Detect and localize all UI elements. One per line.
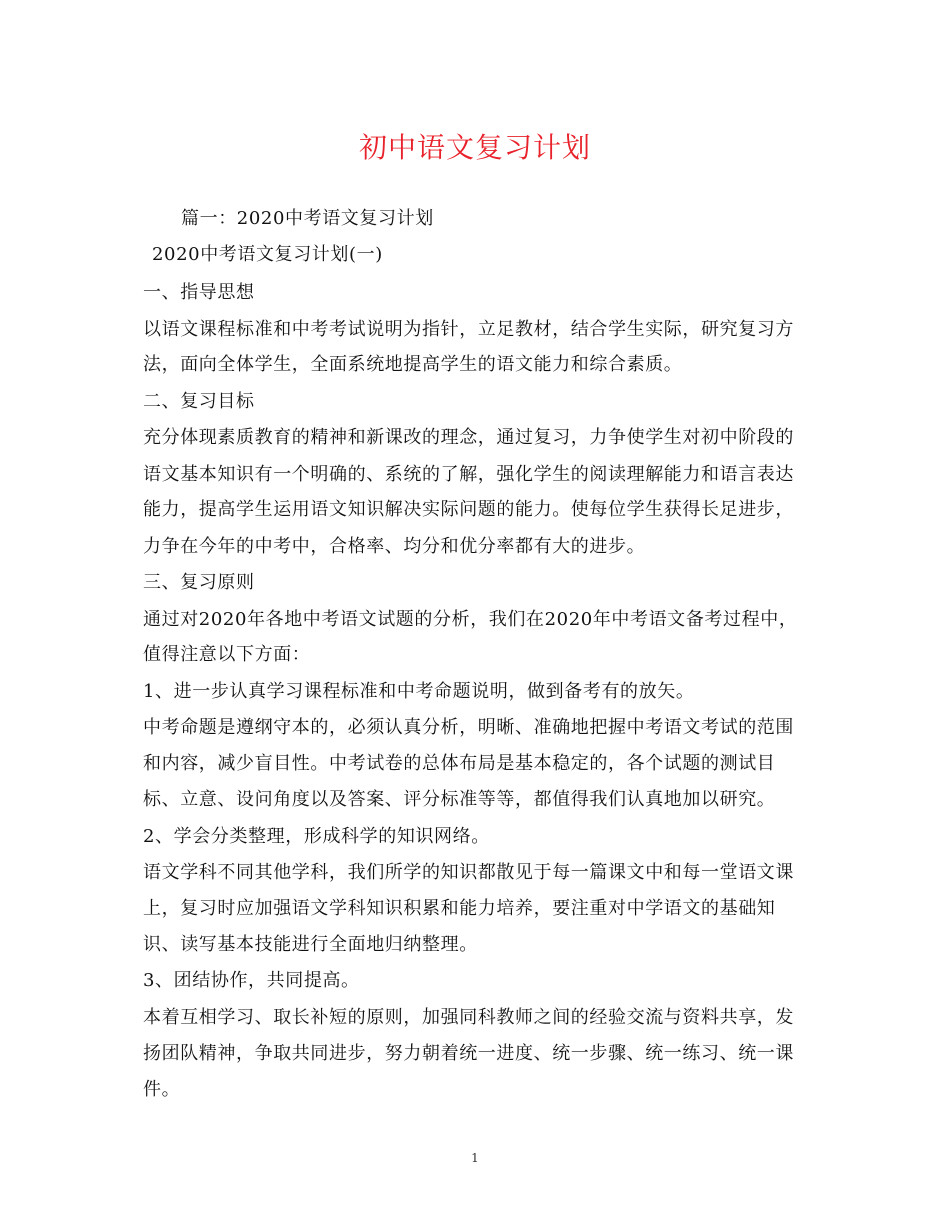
document-title: 初中语文复习计划 xyxy=(358,131,591,164)
body-line: 扬团队精神，争取共同进步，努力朝着统一进度、统一步骤、统一练习、统一课 xyxy=(143,1043,794,1064)
subheading-line: 1、进一步认真学习课程标准和中考命题说明，做到备考有的放矢。 xyxy=(143,681,695,702)
body-line: 法，面向全体学生，全面系统地提高学生的语文能力和综合素质。 xyxy=(143,354,683,375)
section-heading: 二、复习目标 xyxy=(143,391,255,412)
body-line: 件。 xyxy=(143,1079,181,1100)
body-line: 中考命题是遵纲守本的，必须认真分析，明晰、准确地把握中考语文考试的范围 xyxy=(143,717,794,738)
subheading-line: 2、学会分类整理，形成科学的知识网络。 xyxy=(143,826,490,847)
body-line: 识、读写基本技能进行全面地归纳整理。 xyxy=(143,934,478,955)
section-heading: 一、指导思想 xyxy=(143,282,255,303)
body-line: 篇一：2020中考语文复习计划 xyxy=(181,208,434,229)
body-line: 通过对2020年各地中考语文试题的分析，我们在2020年中考语文备考过程中， xyxy=(143,609,798,630)
section-heading: 三、复习原则 xyxy=(143,572,255,593)
body-line: 上，复习时应加强语文学科知识积累和能力培养，要注重对中学语文的基础知 xyxy=(143,898,776,919)
page-number: 1 xyxy=(471,1151,479,1165)
body-line: 2020中考语文复习计划(一) xyxy=(152,244,383,265)
body-line: 充分体现素质教育的精神和新课改的理念，通过复习，力争使学生对初中阶段的 xyxy=(143,427,794,448)
body-line: 力争在今年的中考中，合格率、均分和优分率都有大的进步。 xyxy=(143,536,646,557)
body-line: 能力，提高学生运用语文知识解决实际问题的能力。使每位学生获得长足进步， xyxy=(143,499,794,520)
body-line: 和内容，减少盲目性。中考试卷的总体布局是基本稳定的，各个试题的测试目 xyxy=(143,753,776,774)
body-line: 标、立意、设问角度以及答案、评分标准等等，都值得我们认真地加以研究。 xyxy=(143,789,776,810)
body-line: 本着互相学习、取长补短的原则，加强同科教师之间的经验交流与资料共享，发 xyxy=(143,1007,794,1028)
body-line: 值得注意以下方面： xyxy=(143,644,311,665)
body-line: 语文基本知识有一个明确的、系统的了解，强化学生的阅读理解能力和语言表达 xyxy=(143,464,794,485)
subheading-line: 3、团结协作，共同提高。 xyxy=(143,970,360,991)
body-line: 以语文课程标准和中考考试说明为指针，立足教材，结合学生实际，研究复习方 xyxy=(143,319,794,340)
body-line: 语文学科不同其他学科，我们所学的知识都散见于每一篇课文中和每一堂语文课 xyxy=(143,862,794,883)
